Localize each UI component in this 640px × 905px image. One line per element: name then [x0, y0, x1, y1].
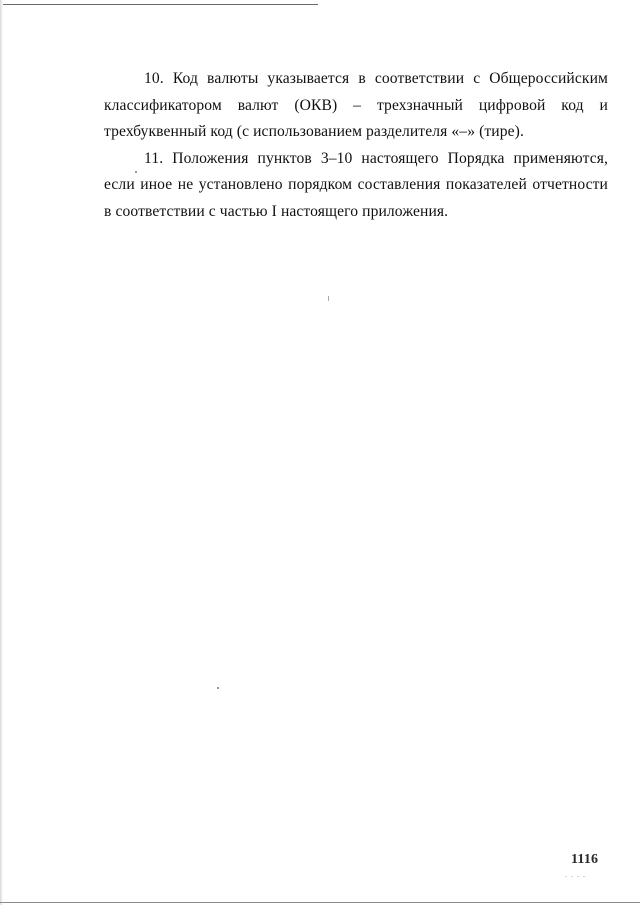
paragraph-10: 10. Код валюты указывается в соответствии с Общероссийским классификатором валют (ОКВ) – трехзначный цифровой код и трехбуквенный код (с использованием разделителя «–» (тире). [104, 70, 608, 140]
scan-top-edge [0, 4, 318, 5]
scan-speck [328, 296, 329, 301]
page-number: 1116 [571, 852, 599, 867]
document-body [104, 66, 608, 225]
paragraph-11: 11. Положения пунктов 3–10 настоящего Порядка применяются, если иное не установлено порядком составления показателей отчетности в соответствии с частью I настоящего приложения. [104, 149, 608, 220]
scan-left-edge [0, 0, 3, 905]
scan-bottom-edge [0, 902, 640, 903]
scan-speck [217, 687, 219, 689]
scan-speck [135, 171, 137, 173]
scan-stamp-mark: . . . . [565, 870, 586, 879]
